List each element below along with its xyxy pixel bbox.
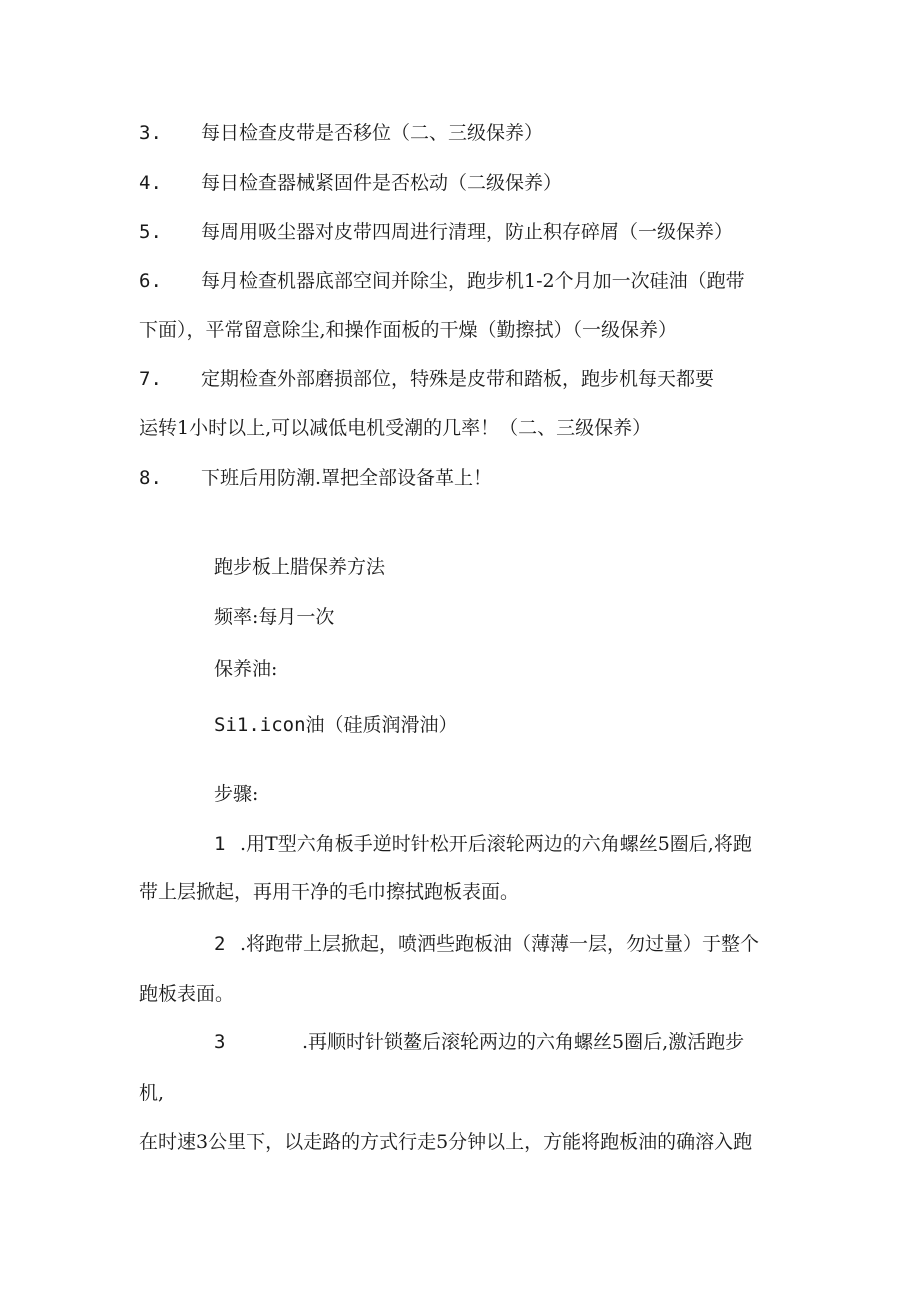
list-item-text: 每周用吸尘器对皮带四周进行清理，防止积存碎屑（一级保养） xyxy=(201,221,734,243)
list-number: 3. xyxy=(139,122,162,144)
step-continuation: 跑板表面。 xyxy=(139,983,235,1005)
list-number: 7. xyxy=(139,368,162,390)
list-item-continuation: 下面），平常留意除尘,和操作面板的干燥（勤擦拭）（一级保养） xyxy=(139,319,678,341)
oil-name: Si1.icon油（硅质润滑油） xyxy=(214,714,458,736)
step-text: .用T型六角板手逆时针松开后滚轮两边的六角螺丝5圈后,将跑 xyxy=(240,833,752,855)
step-continuation: 带上层掀起，再用干净的毛巾擦拭跑板表面。 xyxy=(139,881,520,903)
list-number: 8. xyxy=(139,467,162,489)
list-number: 4. xyxy=(139,172,162,194)
step-text: .将跑带上层掀起，喷洒些跑板油（薄薄一层，勿过量）于整个 xyxy=(240,933,760,955)
list-item-text: 下班后用防潮.罩把全部设备革上！ xyxy=(201,467,493,489)
list-item-text: 每日检查器械紧固件是否松动（二级保养） xyxy=(201,172,563,194)
step-text: .再顺时针锁鳌后滚轮两边的六角螺丝5圈后,激活跑步 xyxy=(302,1031,745,1053)
list-item-continuation: 运转1小时以上,可以减低电机受潮的几率！（二、三级保养） xyxy=(139,417,652,439)
steps-label: 步骤: xyxy=(214,783,259,805)
list-item-text: 每月检查机器底部空间并除尘，跑步机1-2个月加一次硅油（跑带 xyxy=(201,270,745,292)
step-continuation: 在时速3公里下，以走路的方式行走5分钟以上，方能将跑板油的确溶入跑 xyxy=(139,1131,753,1153)
frequency-text: 频率:每月一次 xyxy=(214,606,335,628)
list-item-text: 定期检查外部磨损部位，特殊是皮带和踏板，跑步机每天都要 xyxy=(201,368,715,390)
step-number: 2 xyxy=(214,933,226,955)
list-item-text: 每日检查皮带是否移位（二、三级保养） xyxy=(201,122,544,144)
step-continuation: 机, xyxy=(139,1082,165,1104)
step-number: 3 xyxy=(214,1031,226,1053)
list-number: 5. xyxy=(139,221,162,243)
oil-label: 保养油: xyxy=(214,658,278,680)
section-title: 跑步板上腊保养方法 xyxy=(214,556,386,578)
step-number: 1 xyxy=(214,833,226,855)
list-number: 6. xyxy=(139,270,162,292)
